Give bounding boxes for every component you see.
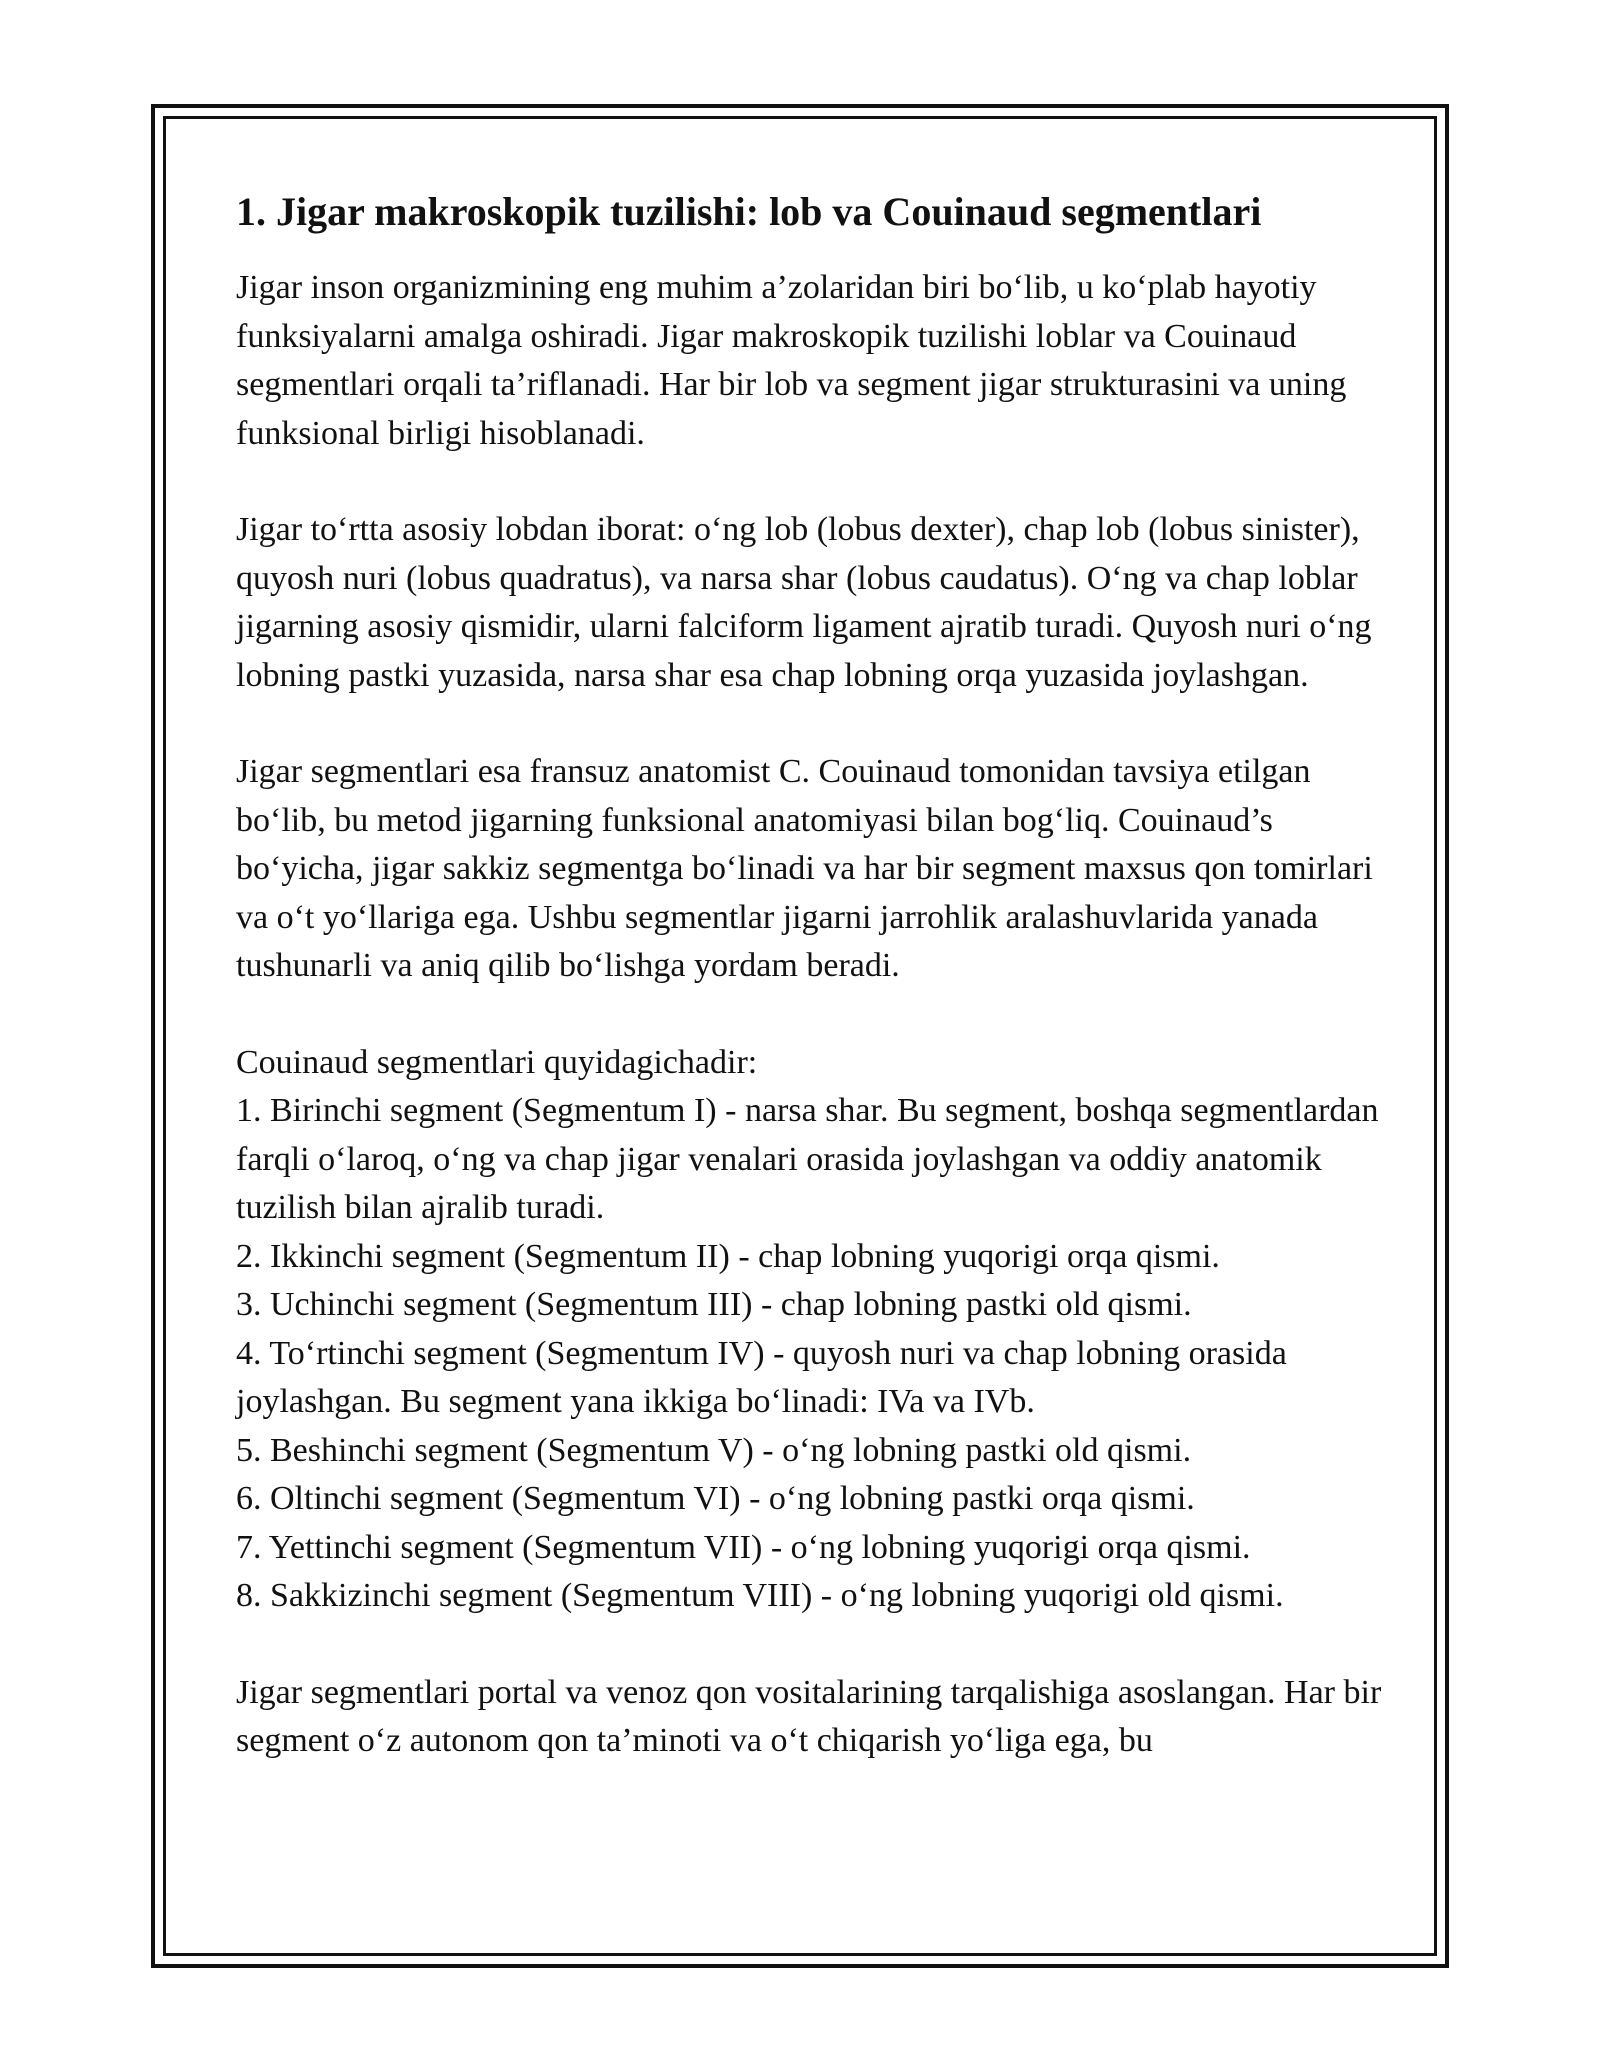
- list-item: 2. Ikkinchi segment (Segmentum II) - chap lobning yuqorigi orqa qismi.: [236, 1237, 1220, 1275]
- paragraph-intro: Jigar inson organizmining eng muhim a’zolaridan biri bo‘lib, u ko‘plab hayotiy funksiyalarni amalga oshiradi. Jigar makroskopik tuzilishi loblar va Couinaud segmentlari orqali ta’riflanadi. Har bir lob va segment jigar strukturasini va uning funksional birligi hisoblanadi.: [236, 269, 1347, 452]
- list-item: 6. Oltinchi segment (Segmentum VI) - o‘ng lobning pastki orqa qismi.: [236, 1480, 1195, 1517]
- paragraph-segments: Jigar segmentlari esa fransuz anatomist C. Couinaud tomonidan tavsiya etilgan bo‘lib, bu metod jigarning funksional anatomiyasi bilan bog‘liq. Couinaud’s bo‘yicha, jigar sakkiz segmentga bo‘linadi va har bir segment maxsus qon tomirlari va o‘t yo‘llariga ega. Ushbu segmentlar jigarni jarrohlik aralashuvlarida yanada tushunarli va aniq qilib bo‘lishga yordam beradi.: [236, 753, 1373, 984]
- segments-list: [236, 1039, 1386, 1621]
- document-body: [236, 186, 1386, 1814]
- list-item: 1. Birinchi segment (Segmentum I) - narsa shar. Bu segment, boshqa segmentlardan farqli o‘laroq, o‘ng va chap jigar venalari orasida joylashgan va oddiy anatomik tuzilish bilan ajralib turadi.: [236, 1092, 1379, 1226]
- segments-list-intro: Couinaud segmentlari quyidagichadir:: [236, 1043, 758, 1081]
- list-item: 5. Beshinchi segment (Segmentum V) - o‘ng lobning pastki old qismi.: [236, 1431, 1192, 1469]
- section-heading: 1. Jigar makroskopik tuzilishi: lob va Couinaud segmentlari: [236, 189, 1262, 234]
- list-item: 3. Uchinchi segment (Segmentum III) - chap lobning pastki old qismi.: [236, 1286, 1192, 1323]
- paragraph-lobes: Jigar to‘rtta asosiy lobdan iborat: o‘ng lob (lobus dexter), chap lob (lobus sinister), quyosh nuri (lobus quadratus), va narsa shar (lobus caudatus). O‘ng va chap loblar jigarning asosiy qismidir, ularni falciform ligament ajratib turadi. Quyosh nuri o‘ng lobning pastki yuzasida, narsa shar esa chap lobning orqa yuzasida joylashgan.: [236, 511, 1372, 694]
- list-item: 7. Yettinchi segment (Segmentum VII) - o‘ng lobning yuqorigi orqa qismi.: [236, 1528, 1251, 1566]
- paragraph-closing: Jigar segmentlari portal va venoz qon vositalarining tarqalishiga asoslangan. Har bir segment o‘z autonom qon ta’minoti va o‘t chiqarish yo‘liga ega, bu: [236, 1673, 1382, 1759]
- list-item: 4. To‘rtinchi segment (Segmentum IV) - quyosh nuri va chap lobning orasida joylashgan. Bu segment yana ikkiga bo‘linadi: IVa va IVb.: [236, 1334, 1287, 1420]
- list-item: 8. Sakkizinchi segment (Segmentum VIII) - o‘ng lobning yuqorigi old qismi.: [236, 1577, 1284, 1614]
